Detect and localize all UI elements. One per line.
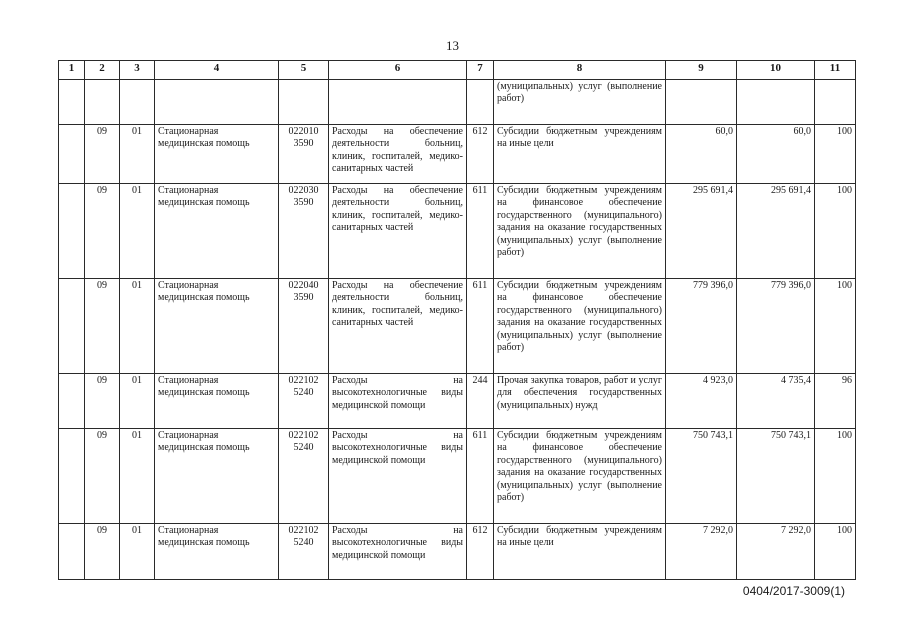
executed-amount: 779 396,0 [737, 279, 815, 374]
expense-type-name: Субсидии бюджетным учреждениям на финансовое обеспечение государственного (муниципального) задания на оказание государственных (муниципальных) услуг (выполнение работ) [494, 429, 666, 524]
execution-percent: 100 [815, 524, 856, 580]
expense-type-code: 612 [467, 524, 494, 580]
expense-type-name: Субсидии бюджетным учреждениям на финансовое обеспечение государственного (муниципального) задания на оказание государственных (муниципальных) услуг (выполнение работ) [494, 184, 666, 279]
expense-type-cell: (муниципальных) услуг (выполнение работ) [494, 80, 666, 125]
target-article-cell [279, 279, 329, 374]
col-header-4: 4 [155, 61, 279, 80]
col-header-5: 5 [279, 61, 329, 80]
planned-amount: 60,0 [666, 125, 737, 184]
target-article-code-part2: 5240 [293, 537, 314, 549]
execution-percent: 100 [815, 125, 856, 184]
section-name: Стационарная медицинская помощь [155, 184, 279, 279]
subsection-code: 01 [120, 125, 155, 184]
col-header-1: 1 [59, 61, 85, 80]
target-article-code-part2: 3590 [293, 197, 314, 209]
col-header-10: 10 [737, 61, 815, 80]
cell-1 [59, 524, 85, 580]
header-row [59, 61, 856, 80]
executed-amount: 4 735,4 [737, 374, 815, 429]
execution-percent: 96 [815, 374, 856, 429]
target-article-code-part2: 5240 [293, 442, 314, 454]
cell-10 [737, 80, 815, 125]
subsection-code: 01 [120, 429, 155, 524]
col-header-7: 7 [467, 61, 494, 80]
executed-amount: 60,0 [737, 125, 815, 184]
continuation-row [59, 80, 856, 125]
target-article-cell [279, 184, 329, 279]
table-row [59, 279, 856, 374]
page-number: 13 [446, 38, 459, 53]
expense-type-code: 611 [467, 429, 494, 524]
table-row [59, 374, 856, 429]
table-row [59, 184, 856, 279]
expense-type-name: Субсидии бюджетным учреждениям на финансовое обеспечение государственного (муниципального) задания на оказание государственных (муниципальных) услуг (выполнение работ) [494, 279, 666, 374]
section-code: 09 [85, 374, 120, 429]
cell-1 [59, 374, 85, 429]
cell-3 [120, 80, 155, 125]
cell-11 [815, 80, 856, 125]
section-name: Стационарная медицинская помощь [155, 125, 279, 184]
planned-amount: 4 923,0 [666, 374, 737, 429]
cell-6 [329, 80, 467, 125]
cell-1 [59, 125, 85, 184]
cell-9 [666, 80, 737, 125]
target-article-name: Расходы на высокотехнологичные виды медицинской помощи [329, 429, 467, 524]
target-article-code-part2: 3590 [293, 138, 314, 150]
target-article-code-part1: 022102 [288, 430, 319, 441]
cell-2 [85, 80, 120, 125]
section-name: Стационарная медицинская помощь [155, 279, 279, 374]
table-row [59, 429, 856, 524]
target-article-name: Расходы на высокотехнологичные виды медицинской помощи [329, 374, 467, 429]
cell-4 [155, 80, 279, 125]
target-article-code-part1: 022102 [288, 375, 319, 386]
execution-percent: 100 [815, 184, 856, 279]
target-article-code-part2: 3590 [293, 292, 314, 304]
section-code: 09 [85, 279, 120, 374]
cell-1 [59, 279, 85, 374]
target-article-name: Расходы на высокотехнологичные виды медицинской помощи [329, 524, 467, 580]
cell-1 [59, 80, 85, 125]
expense-type-code: 612 [467, 125, 494, 184]
table-row [59, 524, 856, 580]
executed-amount: 7 292,0 [737, 524, 815, 580]
planned-amount: 779 396,0 [666, 279, 737, 374]
execution-percent: 100 [815, 279, 856, 374]
target-article-name: Расходы на обеспечение деятельности больниц, клиник, госпиталей, медико-санитарных частей [329, 279, 467, 374]
table-row [59, 125, 856, 184]
target-article-cell [279, 429, 329, 524]
document-code: 0404/2017-3009(1) [742, 584, 845, 598]
section-code: 09 [85, 429, 120, 524]
expense-type-name: Прочая закупка товаров, работ и услуг для обеспечения государственных (муниципальных) нужд [494, 374, 666, 429]
planned-amount: 295 691,4 [666, 184, 737, 279]
cell-5 [279, 80, 329, 125]
expense-type-name: Субсидии бюджетным учреждениям на иные цели [494, 524, 666, 580]
target-article-code-part1: 022102 [288, 525, 319, 536]
cell-7 [467, 80, 494, 125]
section-name: Стационарная медицинская помощь [155, 524, 279, 580]
col-header-9: 9 [666, 61, 737, 80]
col-header-6: 6 [329, 61, 467, 80]
planned-amount: 750 743,1 [666, 429, 737, 524]
target-article-code-part1: 022030 [288, 185, 319, 196]
execution-percent: 100 [815, 429, 856, 524]
target-article-name: Расходы на обеспечение деятельности больниц, клиник, госпиталей, медико-санитарных частей [329, 125, 467, 184]
section-code: 09 [85, 524, 120, 580]
cell-1 [59, 429, 85, 524]
target-article-name: Расходы на обеспечение деятельности больниц, клиник, госпиталей, медико-санитарных частей [329, 184, 467, 279]
target-article-cell [279, 374, 329, 429]
target-article-code-part1: 022010 [288, 126, 319, 137]
expense-type-name: Субсидии бюджетным учреждениям на иные цели [494, 125, 666, 184]
target-article-code-part1: 022040 [288, 280, 319, 291]
expense-type-code: 611 [467, 184, 494, 279]
expense-type-code: 611 [467, 279, 494, 374]
col-header-11: 11 [815, 61, 856, 80]
col-header-2: 2 [85, 61, 120, 80]
target-article-cell [279, 524, 329, 580]
col-header-8: 8 [494, 61, 666, 80]
subsection-code: 01 [120, 184, 155, 279]
budget-table [58, 60, 856, 580]
executed-amount: 295 691,4 [737, 184, 815, 279]
expense-type-code: 244 [467, 374, 494, 429]
subsection-code: 01 [120, 279, 155, 374]
section-name: Стационарная медицинская помощь [155, 429, 279, 524]
subsection-code: 01 [120, 374, 155, 429]
cell-1 [59, 184, 85, 279]
section-code: 09 [85, 184, 120, 279]
section-code: 09 [85, 125, 120, 184]
section-name: Стационарная медицинская помощь [155, 374, 279, 429]
planned-amount: 7 292,0 [666, 524, 737, 580]
executed-amount: 750 743,1 [737, 429, 815, 524]
target-article-code-part2: 5240 [293, 387, 314, 399]
target-article-cell [279, 125, 329, 184]
col-header-3: 3 [120, 61, 155, 80]
subsection-code: 01 [120, 524, 155, 580]
